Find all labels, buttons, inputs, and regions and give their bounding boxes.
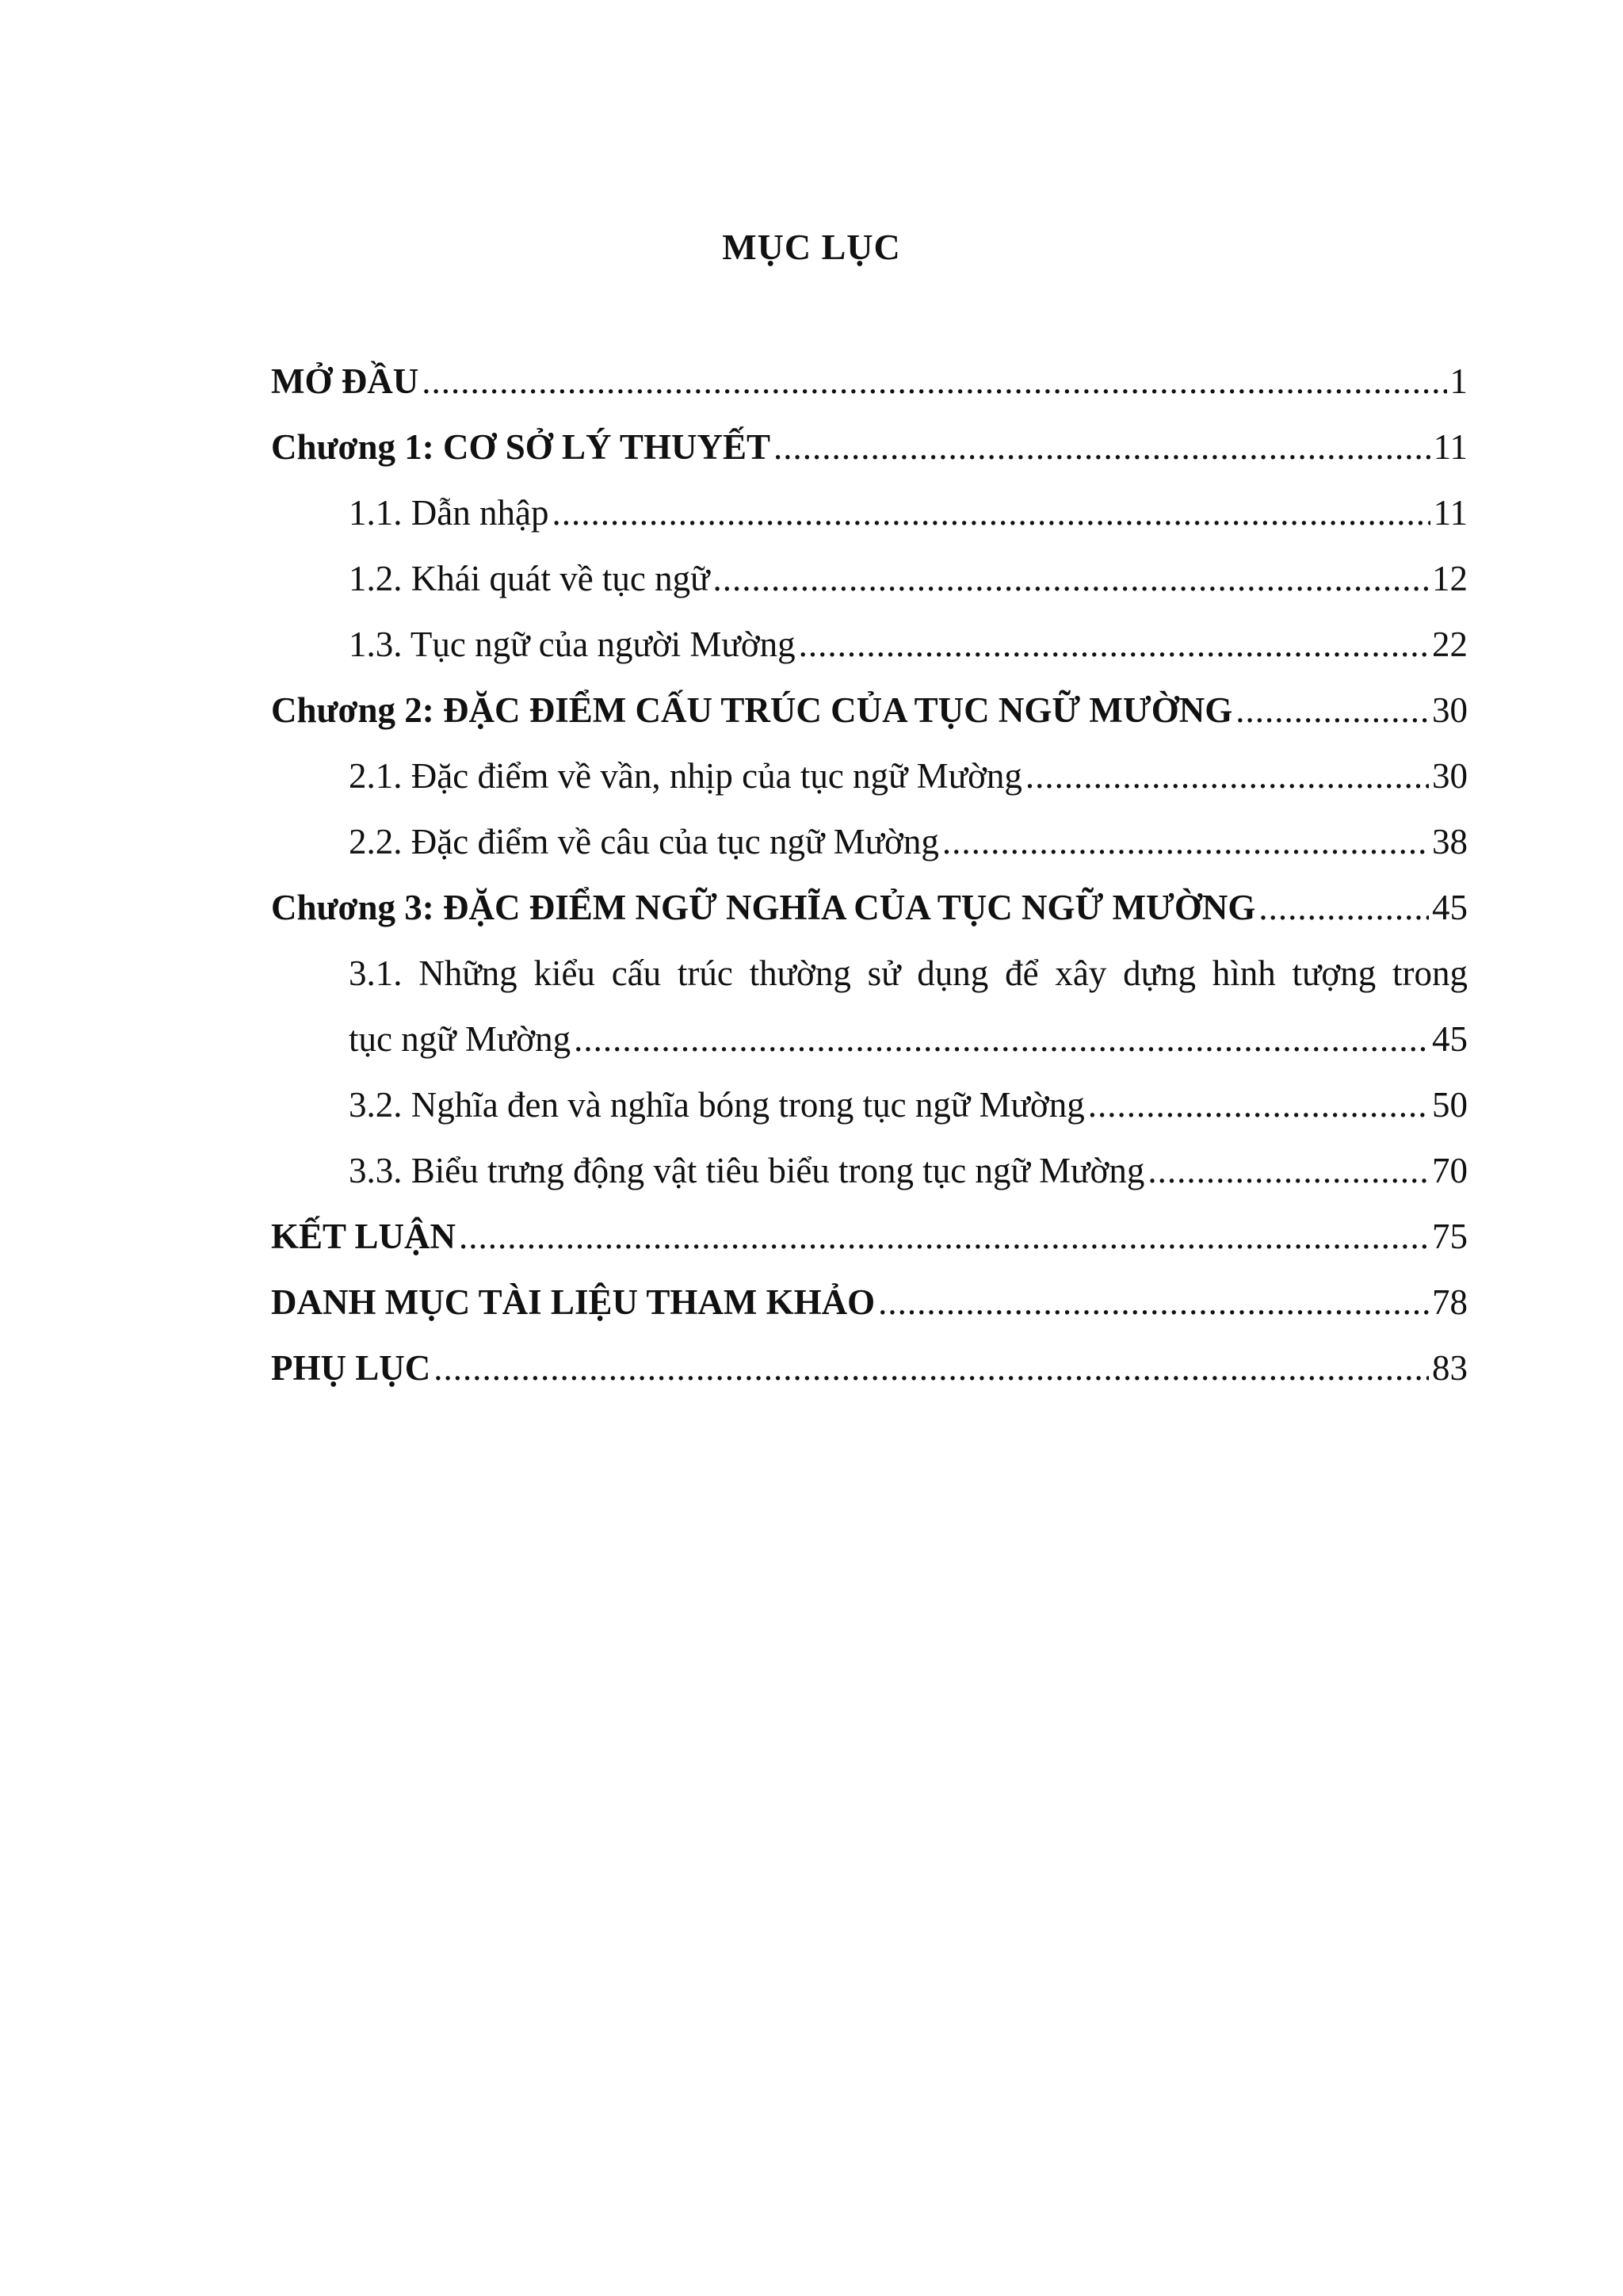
toc-entry-chuong-1[interactable] [271,415,1468,480]
toc-leader-dots [878,1270,1429,1335]
toc-entry-1-2[interactable] [271,546,1468,612]
toc-page-number: 45 [1432,1019,1468,1059]
toc-entry-label: 3.2. Nghĩa đen và nghĩa bóng trong tục ngữ Mường [349,1085,1085,1125]
toc-leader-dots [574,1007,1429,1072]
table-of-contents [271,349,1468,1401]
toc-entry-label-line1: 3.1. Những kiểu cấu trúc thường sử dụng để xây dựng hình tượng trong [349,953,1468,993]
toc-page-number: 38 [1432,822,1468,861]
toc-entry-phu-luc[interactable] [271,1335,1468,1401]
toc-leader-dots [1025,743,1429,809]
toc-page-number: 22 [1432,625,1468,664]
toc-entry-label: PHỤ LỤC [271,1348,431,1388]
toc-page-number: 11 [1433,427,1468,467]
toc-entry-label: MỞ ĐẦU [271,361,419,401]
toc-leader-dots [433,1335,1429,1401]
toc-leader-dots [942,809,1429,875]
toc-page-number: 30 [1432,690,1468,730]
toc-page-number: 50 [1432,1085,1468,1125]
toc-entry-3-2[interactable] [271,1072,1468,1138]
toc-entry-1-3[interactable] [271,612,1468,678]
toc-leader-dots [552,480,1430,546]
toc-entry-3-1[interactable] [271,941,1468,1072]
toc-leader-dots [1235,678,1429,743]
toc-page-number: 78 [1432,1282,1468,1322]
toc-page-number: 30 [1432,756,1468,796]
toc-leader-dots [422,349,1446,415]
toc-page-number: 83 [1432,1348,1468,1388]
toc-entry-label: 3.3. Biểu trưng động vật tiêu biểu trong tục ngữ Mường [349,1151,1145,1190]
toc-leader-dots [773,415,1430,480]
toc-entry-mo-dau[interactable] [271,349,1468,415]
toc-page-number: 70 [1432,1151,1468,1190]
toc-entry-2-2[interactable] [271,809,1468,875]
toc-entry-label: Chương 1: CƠ SỞ LÝ THUYẾT [271,427,770,467]
toc-page-number: 45 [1432,888,1468,927]
toc-entry-label: 1.2. Khái quát về tục ngữ [349,559,710,598]
toc-leader-dots [1088,1072,1429,1138]
toc-entry-chuong-2[interactable] [271,678,1468,743]
toc-entry-label: 1.3. Tục ngữ của người Mường [349,625,796,664]
toc-entry-label: DANH MỤC TÀI LIỆU THAM KHẢO [271,1282,876,1322]
toc-entry-label: Chương 2: ĐẶC ĐIỂM CẤU TRÚC CỦA TỤC NGỮ MƯỜNG [271,690,1233,730]
toc-entry-chuong-3[interactable] [271,875,1468,941]
toc-leader-dots [799,612,1429,678]
toc-entry-2-1[interactable] [271,743,1468,809]
toc-entry-label: 2.2. Đặc điểm về câu của tục ngữ Mường [349,822,939,861]
toc-entry-label: Chương 3: ĐẶC ĐIỂM NGỮ NGHĨA CỦA TỤC NGỮ MƯỜNG [271,888,1256,927]
toc-page-number: 1 [1449,361,1468,401]
toc-leader-dots [1258,875,1429,941]
toc-entry-label: 1.1. Dẫn nhập [349,493,549,533]
toc-entry-3-3[interactable] [271,1138,1468,1204]
toc-page-number: 11 [1433,493,1468,533]
toc-entry-tai-lieu-tham-khao[interactable] [271,1270,1468,1335]
toc-page-number: 12 [1432,559,1468,598]
toc-entry-1-1[interactable] [271,480,1468,546]
toc-page-number: 75 [1432,1217,1468,1256]
toc-leader-dots [459,1204,1429,1270]
page-title: MỤC LỤC [722,227,901,267]
toc-entry-ket-luan[interactable] [271,1204,1468,1270]
toc-entry-label: KẾT LUẬN [271,1217,456,1256]
toc-leader-dots [713,546,1429,612]
toc-entry-label-line2: tục ngữ Mường [349,1019,571,1059]
toc-leader-dots [1148,1138,1429,1204]
toc-entry-label: 2.1. Đặc điểm về vần, nhịp của tục ngữ Mường [349,756,1022,796]
